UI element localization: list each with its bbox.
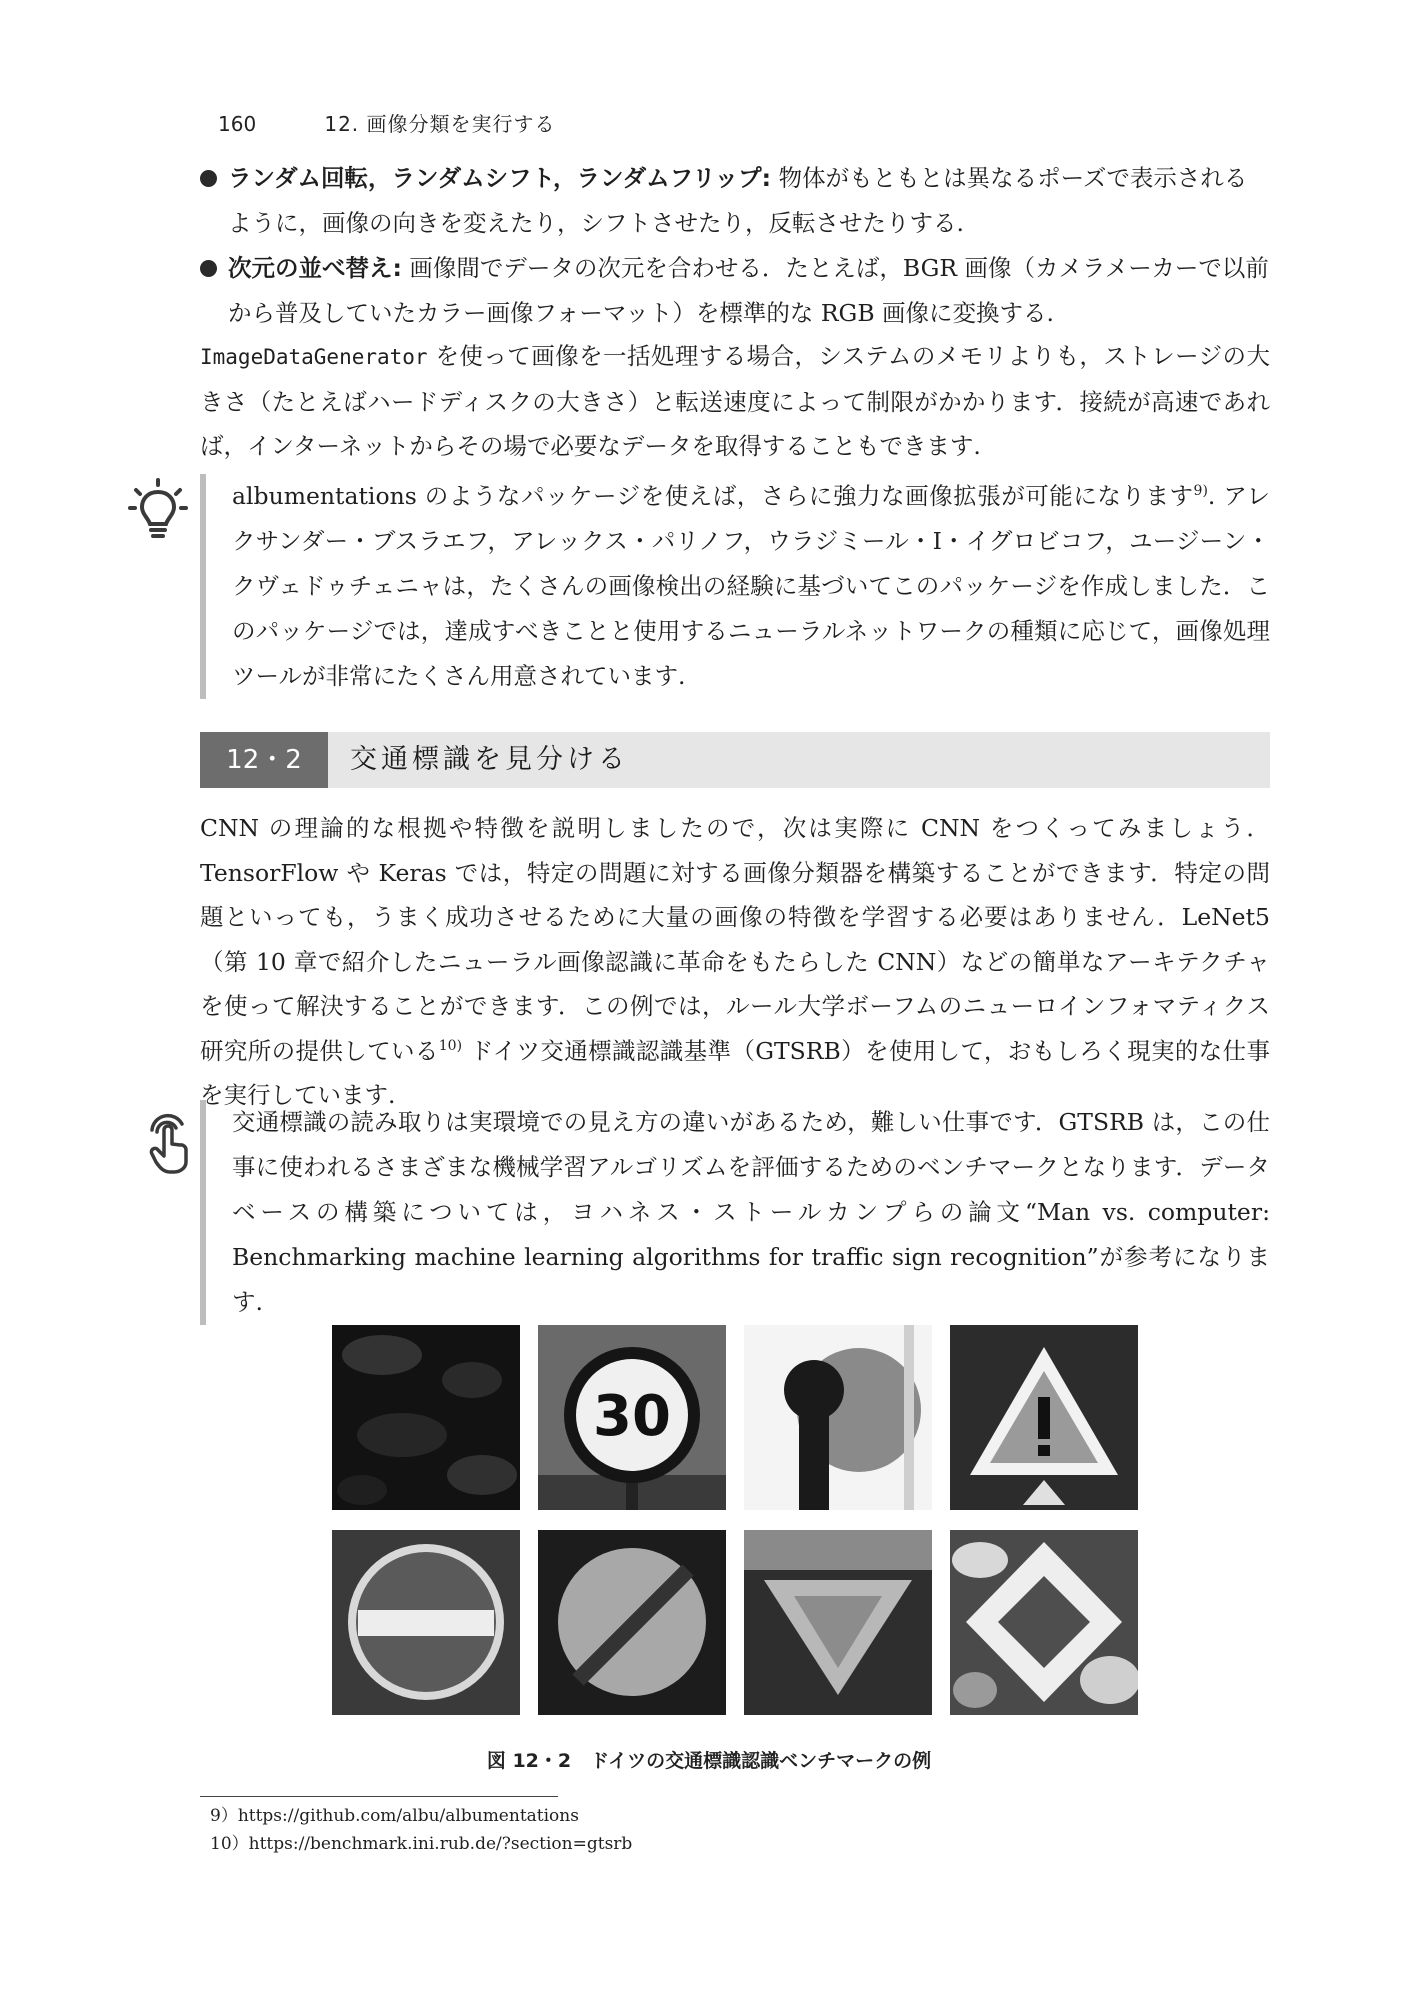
section-heading (200, 732, 1270, 788)
page-number: 160 (218, 112, 257, 136)
sign-image-end-restriction (538, 1530, 726, 1715)
sign-image-no-entry (332, 1530, 520, 1715)
footnote-ref[interactable]: 10) (438, 1037, 463, 1054)
bullet-list (200, 156, 1270, 336)
pointer-hand-icon (142, 1108, 198, 1174)
sign-image-speed-limit (538, 1325, 726, 1510)
bullet-dot-icon (200, 260, 217, 277)
paragraph-text: CNN の理論的な根拠や特徴を説明しましたので，次は実際に CNN をつくってみましょう．TensorFlow や Keras では，特定の問題に対する画像分類器を構築することができます．特定の問題といっても，うまく成功させるために大量の画像の特徴を学習する必要はありません．LeNet5（第 10 章で紹介したニューラル画像認識に革命をもたらした CNN）などの簡単なアーキテクチャを使って解決することができます．この例では，ルール大学ボーフムのニューロインフォマティクス研究所の提供している (200, 814, 1270, 1065)
gtsrb-figure (332, 1325, 1142, 1705)
speed-limit-text: 30 (593, 1384, 671, 1449)
pointer-note (200, 1100, 1270, 1325)
note-text: 交通標識の読み取りは実環境での見え方の違いがあるため，難しい仕事です．GTSRB は，この仕事に使われるさまざまな機械学習アルゴリズムを評価するためのベンチマークとなります．データベースの構築については，ヨハネス・ストールカンプらの論文“Man vs. computer: Benchmarking machine learning algorithms for traffic sign recognition”が参考になります. (232, 1108, 1270, 1316)
inline-code: ImageDataGenerator (200, 345, 428, 369)
bullet-term: 次元の並べ替え: (228, 254, 402, 282)
bullet-item (200, 156, 1270, 246)
bullet-text: 物体がもともとは異なるポーズで表示されるように，画像の向きを変えたり，シフトさせたり，反転させたりする. (228, 164, 1248, 237)
sign-image-priority-road (950, 1530, 1138, 1715)
chapter-title: 12. 画像分類を実行する (324, 112, 556, 136)
section-number: 12・2 (200, 732, 328, 788)
body-paragraph (200, 806, 1270, 1118)
bullet-item (200, 246, 1270, 336)
paragraph-text: を使って画像を一括処理する場合，システムのメモリよりも，ストレージの大きさ（たとえばハードディスクの大きさ）と転送速度によって制限がかかります．接続が高速であれば，インターネットからその場で必要なデータを取得することもできます. (200, 342, 1270, 460)
footnotes (210, 1802, 632, 1858)
section-title: 交通標識を見分ける (350, 744, 629, 775)
lightbulb-icon (128, 478, 188, 544)
sign-image-blurry-round (744, 1325, 932, 1510)
tip-note (200, 474, 1270, 699)
paragraph-text: ドイツ交通標識認識基準（GTSRB）を使用して，おもしろく現実的な仕事を実行しています. (200, 1036, 1270, 1109)
body-paragraph (200, 334, 1270, 469)
figure-caption: 図 12・2 ドイツの交通標識認識ベンチマークの例 (486, 1750, 932, 1772)
bullet-term: ランダム回転，ランダムシフト，ランダムフリップ: (228, 164, 772, 192)
footnote-item[interactable]: 9）https://github.com/albu/albumentations (210, 1806, 579, 1826)
sign-image-dark-foliage (332, 1325, 520, 1510)
footnote-item[interactable]: 10）https://benchmark.ini.rub.de/?section=gtsrb (210, 1834, 633, 1854)
sign-image-warning-triangle (950, 1325, 1138, 1510)
sign-image-yield (744, 1530, 932, 1715)
note-text: albumentations のようなパッケージを使えば，さらに強力な画像拡張が可能になります (232, 482, 1194, 510)
footnote-ref[interactable]: 9) (1193, 483, 1208, 500)
bullet-dot-icon (200, 170, 217, 187)
page-header (218, 108, 556, 137)
bullet-text: 画像間でデータの次元を合わせる．たとえば，BGR 画像（カメラメーカーで以前から普及していたカラー画像フォーマット）を標準的な RGB 画像に変換する. (228, 254, 1269, 327)
note-text: . アレクサンダー・ブスラエフ，アレックス・パリノフ，ウラジミール・I・イグロビコフ，ユージーン・クヴェドゥチェニャは，たくさんの画像検出の経験に基づいてこのパッケージを作成しました．このパッケージでは，達成すべきことと使用するニューラルネットワークの種類に応じて，画像処理ツールが非常にたくさん用意されています. (232, 482, 1270, 690)
footnote-divider (200, 1796, 558, 1797)
